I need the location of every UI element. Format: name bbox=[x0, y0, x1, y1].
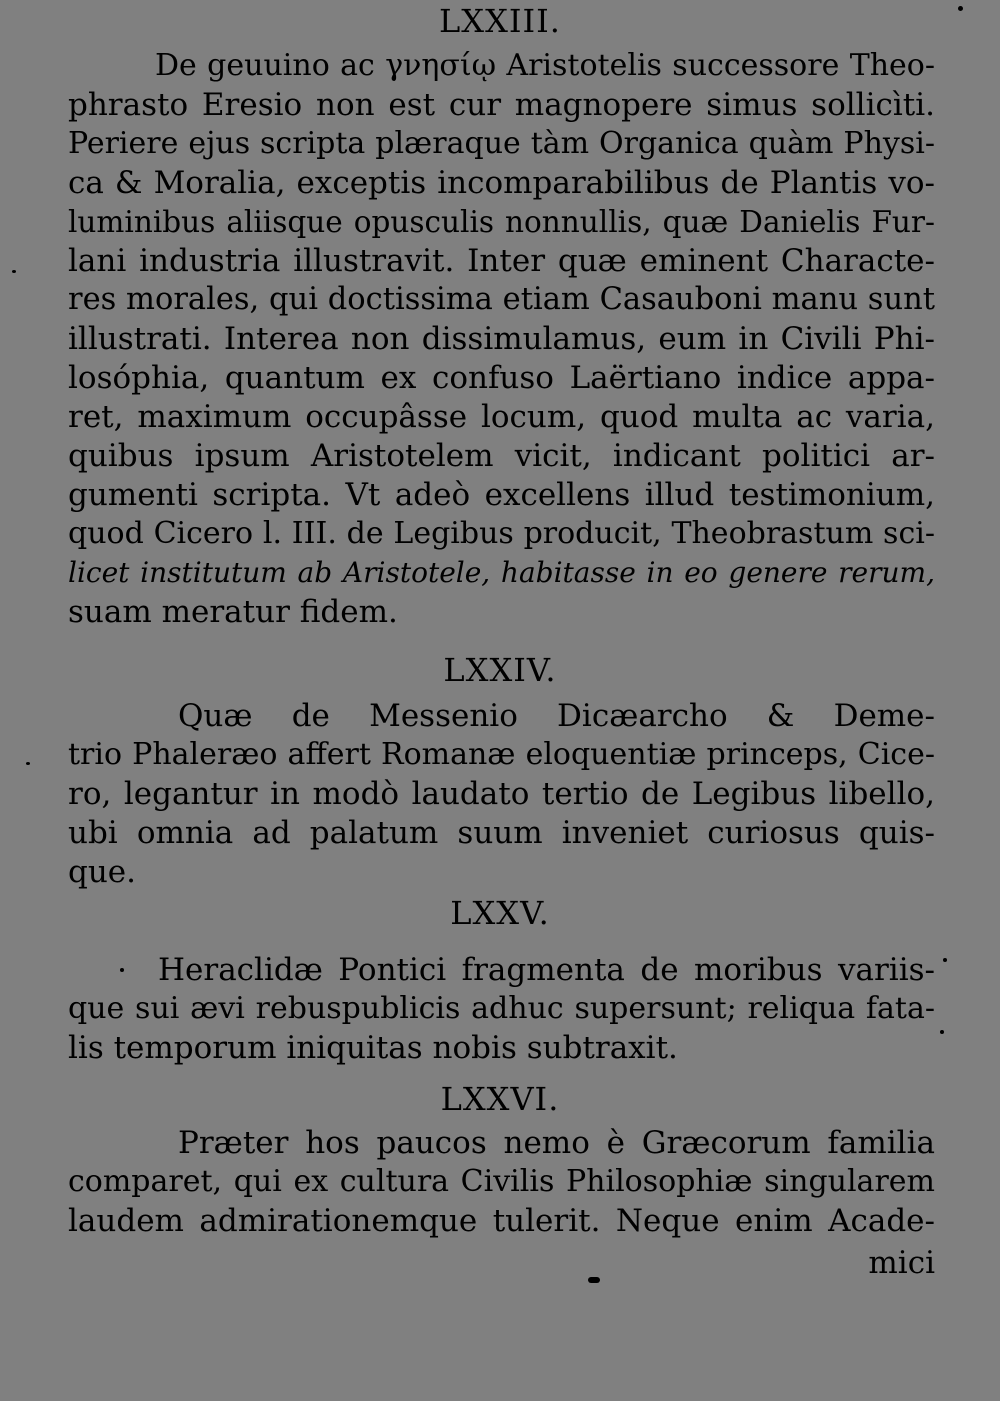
text-line: ro, legantur in modò laudato tertio de Legibus libello, bbox=[68, 776, 935, 812]
text-line: De geuuino ac γνησίῳ Aristotelis successore Theo- bbox=[155, 48, 935, 83]
text-line: suam meratur fidem. bbox=[68, 594, 398, 630]
catchword: mici bbox=[868, 1245, 935, 1281]
ink-speck bbox=[26, 762, 30, 765]
ink-speck bbox=[958, 6, 963, 11]
text-line: trio Phaleræo affert Romanæ eloquentiæ princeps, Cice- bbox=[68, 737, 935, 772]
ink-speck bbox=[12, 270, 16, 273]
ink-speck bbox=[943, 958, 947, 962]
text-line: que. bbox=[68, 854, 137, 890]
text-line: Periere ejus scripta plæraque tàm Organica quàm Physi- bbox=[68, 126, 935, 161]
text-line: res morales, qui doctissima etiam Casauboni manu sunt bbox=[68, 282, 935, 317]
text-line: luminibus aliisque opusculis nonnullis, quæ Danielis Fur- bbox=[68, 205, 935, 239]
text-line: Præter hos paucos nemo è Græcorum familia bbox=[178, 1125, 935, 1161]
section-heading-lxxv: LXXV. bbox=[450, 894, 550, 932]
text-line: Quæ de Messenio Dicæarcho & Deme- bbox=[178, 698, 935, 734]
ink-speck bbox=[940, 1030, 944, 1034]
text-line: lis temporum iniquitas nobis subtraxit. bbox=[68, 1030, 678, 1066]
text-line: gumenti scripta. Vt adeò excellens illud testimonium, bbox=[68, 477, 935, 513]
text-line: quibus ipsum Aristotelem vicit, indicant politici ar- bbox=[68, 438, 935, 474]
text-line: quod Cicero l. III. de Legibus producit, Theobrastum sci- bbox=[68, 516, 935, 551]
section-heading-lxxvi: LXXVI. bbox=[440, 1080, 560, 1118]
text-line: laudem admirationemque tulerit. Neque enim Acade- bbox=[68, 1203, 935, 1239]
section-heading-lxxiv: LXXIV. bbox=[443, 651, 557, 689]
text-line: ca & Moralia, exceptis incomparabilibus de Plantis vo- bbox=[68, 165, 935, 201]
text-line: Heraclidæ Pontici fragmenta de moribus variis- bbox=[158, 952, 935, 988]
text-line: lani industria illustravit. Inter quæ eminent Characte- bbox=[68, 243, 935, 279]
text-line: losóphia, quantum ex confuso Laërtiano indice appa- bbox=[68, 360, 935, 396]
text-line: comparet, qui ex cultura Civilis Philosophiæ singularem bbox=[68, 1164, 935, 1199]
section-heading-lxxiii: LXXIII. bbox=[439, 2, 561, 40]
ink-mark bbox=[588, 1277, 600, 1283]
text-line-italic: licet institutum ab Aristotele, habitasse in eo genere rerum, bbox=[68, 556, 935, 589]
ink-speck bbox=[120, 968, 124, 972]
text-line: ubi omnia ad palatum suum inveniet curiosus quis- bbox=[68, 815, 935, 851]
text-line: illustrati. Interea non dissimulamus, eum in Civili Phi- bbox=[68, 321, 935, 357]
text-line: que sui ævi rebuspublicis adhuc supersunt; reliqua fata- bbox=[68, 991, 935, 1026]
text-line: ret, maximum occupâsse locum, quod multa ac varia, bbox=[68, 399, 935, 435]
text-line: phrasto Eresio non est cur magnopere simus sollicìti. bbox=[68, 87, 935, 123]
